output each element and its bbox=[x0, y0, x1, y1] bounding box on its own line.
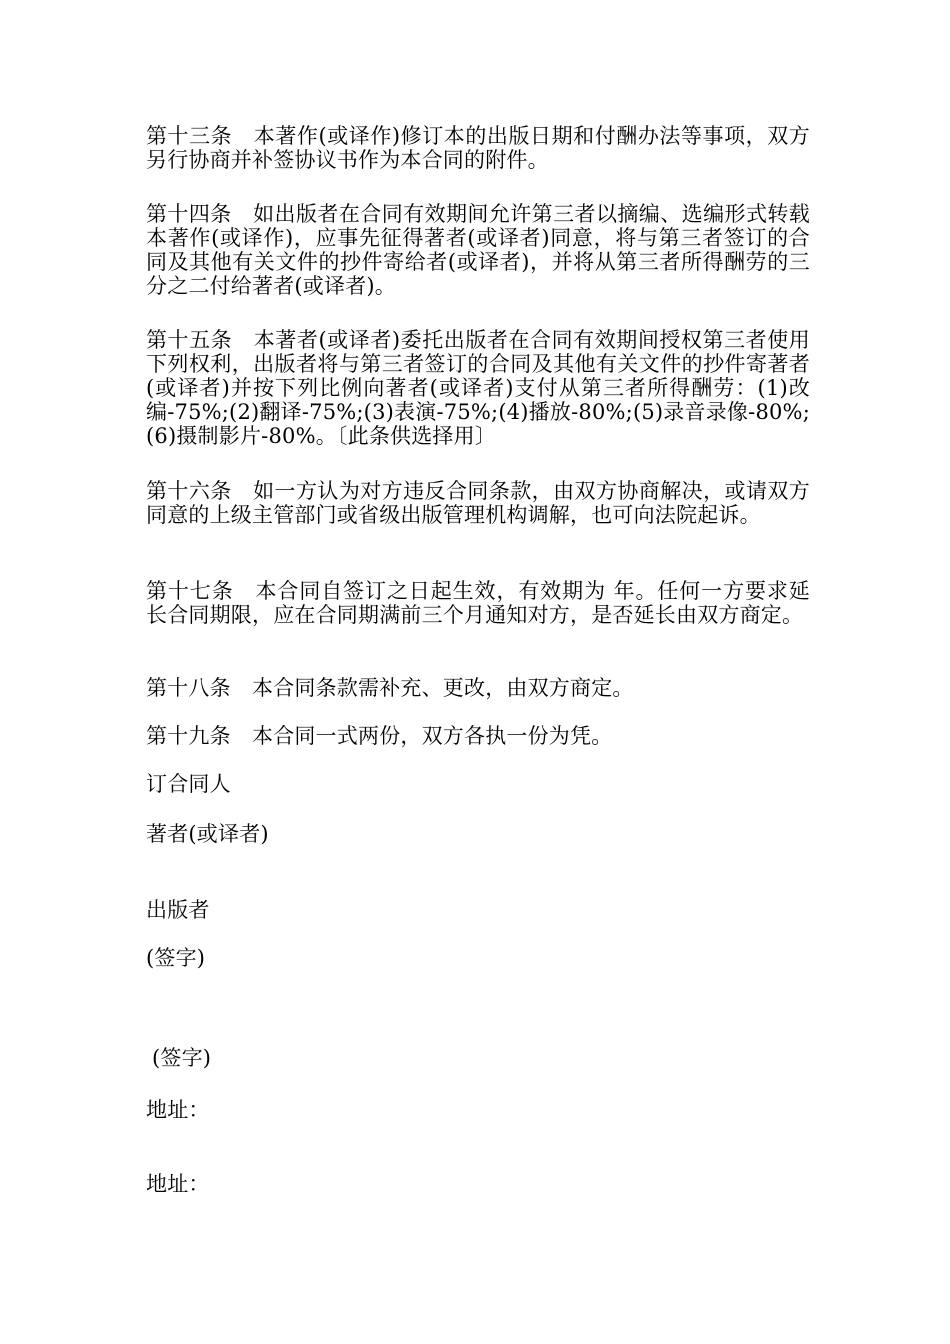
clause-17: 第十七条 本合同自签订之日起生效，有效期为 年。任何一方要求延长合同期限，应在合同期满前三个月通知对方，是否延长由双方商定。 bbox=[146, 579, 810, 627]
publisher-signature-label: (签字) bbox=[152, 1046, 212, 1070]
author-label: 著者(或译者) bbox=[146, 822, 269, 846]
publisher-address-label: 地址： bbox=[146, 1172, 210, 1196]
clause-19: 第十九条 本合同一式两份，双方各执一份为凭。 bbox=[146, 724, 613, 748]
clause-16: 第十六条 如一方认为对方违反合同条款，由双方协商解决，或请双方同意的上级主管部门或省级出版管理机构调解，也可向法院起诉。 bbox=[146, 479, 810, 527]
clause-14: 第十四条 如出版者在合同有效期间允许第三者以摘编、选编形式转载本著作(或译作)，应事先征得著者(或译者)同意，将与第三者签订的合同及其他有关文件的抄件寄给者(或译者)，并将从第三者所得酬劳的三分之二付给著者(或译者)。 bbox=[146, 202, 810, 298]
author-address-label: 地址： bbox=[146, 1098, 210, 1122]
clause-18: 第十八条 本合同条款需补充、更改，由双方商定。 bbox=[146, 676, 634, 700]
author-signature-label: (签字) bbox=[146, 946, 206, 970]
publisher-label: 出版者 bbox=[146, 898, 210, 922]
signatories-heading: 订合同人 bbox=[146, 772, 231, 796]
clause-13: 第十三条 本著作(或译作)修订本的出版日期和付酬办法等事项，双方另行协商并补签协议书作为本合同的附件。 bbox=[146, 124, 810, 172]
clause-15: 第十五条 本著者(或译者)委托出版者在合同有效期间授权第三者使用下列权利，出版者将与第三者签订的合同及其他有关文件的抄件寄著者(或译者)并按下列比例向著者(或译者)支付从第三者所得酬劳：(1)改编-75%;(2)翻译-75%;(3)表演-75%;(4)播放-80%;(5)录音录像-80%;(6)摄制影片-80%。〔此条供选择用〕 bbox=[146, 328, 810, 448]
